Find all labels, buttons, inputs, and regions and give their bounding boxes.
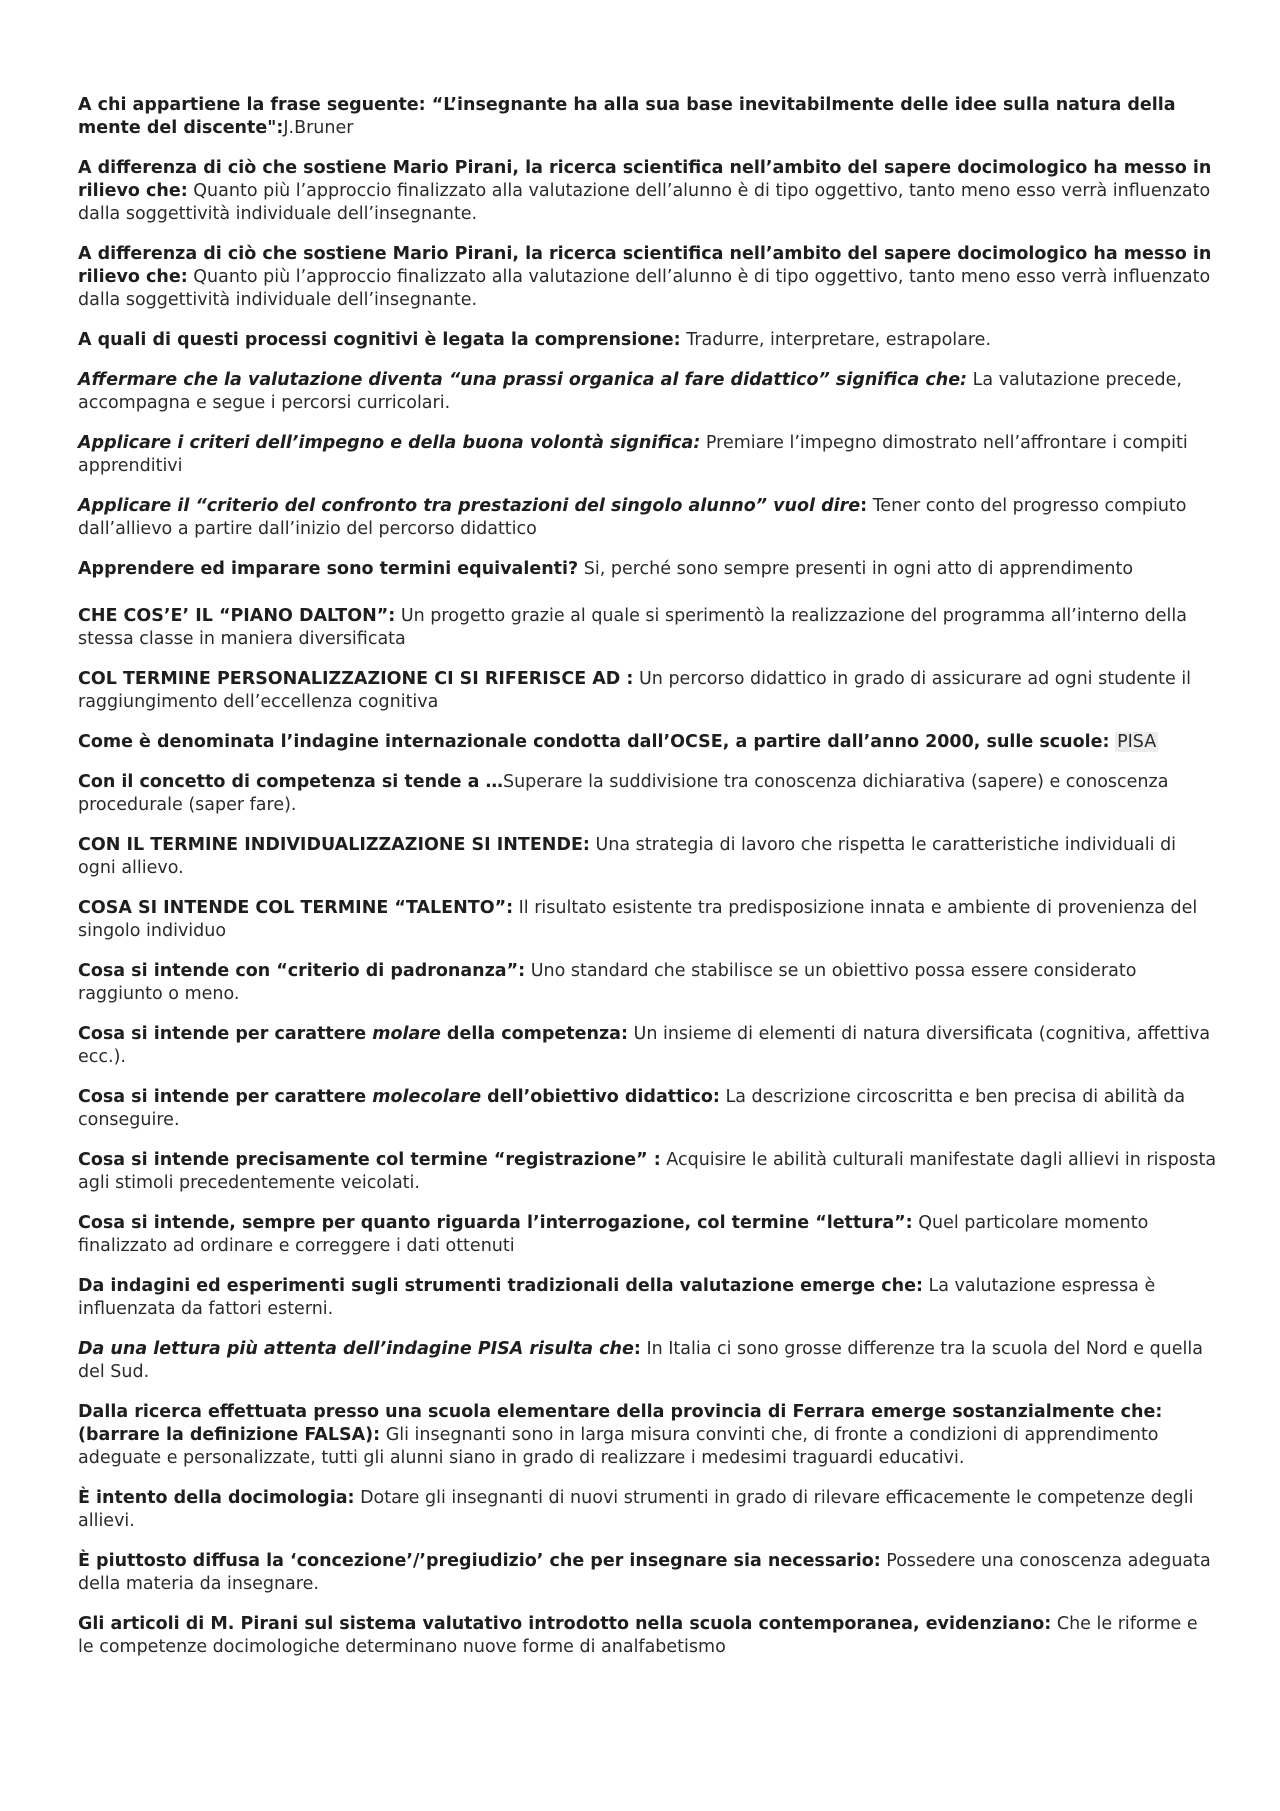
qa-entry xyxy=(78,1086,1218,1132)
question-text: Da indagini ed esperimenti sugli strumenti tradizionali della valutazione emerge che: xyxy=(78,1276,923,1296)
qa-entry xyxy=(78,432,1218,478)
answer-text: Acquisire le abilità culturali manifestate dagli allievi in risposta agli stimoli precedentemente veicolati. xyxy=(78,1150,1217,1193)
question-text: Con il concetto di competenza si tende a … xyxy=(78,772,503,792)
qa-entry xyxy=(78,329,1218,352)
question-italic-term: molecolare xyxy=(372,1087,482,1107)
qa-entry xyxy=(78,834,1218,880)
question-text: CHE COS’E’ IL “PIANO DALTON”: xyxy=(78,606,396,626)
answer-text: Quanto più l’approccio finalizzato alla valutazione dell’alunno è di tipo oggettivo, tanto meno esso verrà influenzato dalla soggettività individuale dell’insegnante. xyxy=(78,181,1211,224)
question-text: Applicare il “criterio del confronto tra prestazioni del singolo alunno” vuol dire xyxy=(78,496,861,516)
qa-entry xyxy=(78,1023,1218,1069)
answer-text-highlighted: PISA xyxy=(1117,732,1157,752)
answer-text: Una strategia di lavoro che rispetta le caratteristiche individuali di ogni allievo. xyxy=(78,835,1177,878)
answer-text: Gli insegnanti sono in larga misura convinti che, di fronte a condizioni di apprendimento adeguate e personalizzate, tutti gli alunni siano in grado di realizzare i medesimi traguardi educativi. xyxy=(78,1425,1159,1468)
answer-text: La valutazione espressa è influenzata da fattori esterni. xyxy=(78,1276,1156,1319)
question-text: A chi appartiene la frase seguente: “L’insegnante ha alla sua base inevitabilmente delle idee sulla natura della mente del discente": xyxy=(78,95,1176,138)
question-text: COL TERMINE PERSONALIZZAZIONE CI SI RIFERISCE AD : xyxy=(78,669,634,689)
question-text: Cosa si intende per carattere xyxy=(78,1087,373,1107)
answer-text: Quanto più l’approccio finalizzato alla valutazione dell’alunno è di tipo oggettivo, tanto meno esso verrà influenzato dalla soggettività individuale dell’insegnante. xyxy=(78,267,1211,310)
answer-text: Premiare l’impegno dimostrato nell’affrontare i compiti apprenditivi xyxy=(78,433,1188,476)
qa-entry xyxy=(78,369,1218,415)
question-text: Cosa si intende con “criterio di padronanza”: xyxy=(78,961,526,981)
question-text: A differenza di ciò che sostiene Mario Pirani, la ricerca scientifica nell’ambito del sapere docimologico ha messo in rilievo che: xyxy=(78,158,1212,201)
question-text-end: della competenza: xyxy=(440,1024,628,1044)
qa-entry xyxy=(78,897,1218,943)
answer-text: Un percorso didattico in grado di assicurare ad ogni studente il raggiungimento dell’eccellenza cognitiva xyxy=(78,669,1192,712)
question-text: Gli articoli di M. Pirani sul sistema valutativo introdotto nella scuola contemporanea, evidenziano: xyxy=(78,1614,1052,1634)
question-text: Affermare che la valutazione diventa “una prassi organica al fare didattico” significa che: xyxy=(78,370,968,390)
answer-text: Si, perché sono sempre presenti in ogni atto di apprendimento xyxy=(578,559,1134,579)
question-text: A differenza di ciò che sostiene Mario Pirani, la ricerca scientifica nell’ambito del sapere docimologico ha messo in rilievo che: xyxy=(78,244,1212,287)
answer-text: In Italia ci sono grosse differenze tra la scuola del Nord e quella del Sud. xyxy=(78,1339,1203,1382)
answer-text: J.Bruner xyxy=(283,118,354,138)
document-body xyxy=(78,94,1218,1676)
qa-entry xyxy=(78,1338,1218,1384)
qa-entry xyxy=(78,605,1218,651)
qa-entry xyxy=(78,1212,1218,1258)
qa-entry xyxy=(78,1613,1218,1659)
question-text: È intento della docimologia: xyxy=(78,1488,355,1508)
qa-entry xyxy=(78,731,1218,754)
qa-entry xyxy=(78,771,1218,817)
question-text: Cosa si intende precisamente col termine “registrazione” : xyxy=(78,1150,661,1170)
qa-entry xyxy=(78,94,1218,140)
answer-text: Possedere una conoscenza adeguata della materia da insegnare. xyxy=(78,1551,1211,1594)
question-text: Applicare i criteri dell’impegno e della buona volontà significa: xyxy=(78,433,701,453)
answer-text: Un insieme di elementi di natura diversificata (cognitiva, affettiva ecc.). xyxy=(78,1024,1211,1067)
question-text: Come è denominata l’indagine internazionale condotta dall’OCSE, a partire dall’anno 2000, sulle scuole: xyxy=(78,732,1110,752)
answer-text: Superare la suddivisione tra conoscenza dichiarativa (sapere) e conoscenza procedurale (saper fare). xyxy=(78,772,1169,815)
question-text: Cosa si intende per carattere xyxy=(78,1024,373,1044)
qa-entry xyxy=(78,960,1218,1006)
question-colon: : xyxy=(860,496,868,516)
answer-text: Il risultato esistente tra predisposizione innata e ambiente di provenienza del singolo individuo xyxy=(78,898,1198,941)
qa-entry xyxy=(78,1149,1218,1195)
answer-text: Dotare gli insegnanti di nuovi strumenti in grado di rilevare efficacemente le competenze degli allievi. xyxy=(78,1488,1194,1531)
answer-text: Un progetto grazie al quale si sperimentò la realizzazione del programma all’interno della stessa classe in maniera diversificata xyxy=(78,606,1188,649)
question-text: CON IL TERMINE INDIVIDUALIZZAZIONE SI INTENDE: xyxy=(78,835,590,855)
answer-text: Che le riforme e le competenze docimologiche determinano nuove forme di analfabetismo xyxy=(78,1614,1198,1657)
question-text-end: dell’obiettivo didattico: xyxy=(481,1087,720,1107)
qa-entry xyxy=(78,668,1218,714)
answer-text: La valutazione precede, accompagna e segue i percorsi curricolari. xyxy=(78,370,1182,413)
qa-entry xyxy=(78,157,1218,226)
qa-entry xyxy=(78,1401,1218,1470)
qa-entry xyxy=(78,558,1218,581)
qa-entry xyxy=(78,1487,1218,1533)
question-text: Apprendere ed imparare sono termini equivalenti? xyxy=(78,559,579,579)
question-text: Dalla ricerca effettuata presso una scuola elementare della provincia di Ferrara emerge sostanzialmente che: (barrare la definizione FALSA): xyxy=(78,1402,1163,1445)
qa-entry xyxy=(78,1550,1218,1596)
question-italic-term: molare xyxy=(372,1024,441,1044)
answer-text: Uno standard che stabilisce se un obiettivo possa essere considerato raggiunto o meno. xyxy=(78,961,1137,1004)
question-text: COSA SI INTENDE COL TERMINE “TALENTO”: xyxy=(78,898,514,918)
qa-entry xyxy=(78,495,1218,541)
question-text: A quali di questi processi cognitivi è legata la comprensione: xyxy=(78,330,681,350)
question-text: Da una lettura più attenta dell’indagine PISA risulta che xyxy=(78,1339,634,1359)
question-text: È piuttosto diffusa la ‘concezione’/’pregiudizio’ che per insegnare sia necessario: xyxy=(78,1551,881,1571)
question-colon: : xyxy=(633,1339,641,1359)
answer-text: Tradurre, interpretare, estrapolare. xyxy=(680,330,992,350)
qa-entry xyxy=(78,1275,1218,1321)
answer-text: Quel particolare momento finalizzato ad ordinare e correggere i dati ottenuti xyxy=(78,1213,1149,1256)
qa-entry xyxy=(78,243,1218,312)
answer-text: La descrizione circoscritta e ben precisa di abilità da conseguire. xyxy=(78,1087,1186,1130)
question-text: Cosa si intende, sempre per quanto riguarda l’interrogazione, col termine “lettura”: xyxy=(78,1213,913,1233)
answer-text: Tener conto del progresso compiuto dall’allievo a partire dall’inizio del percorso didattico xyxy=(78,496,1187,539)
